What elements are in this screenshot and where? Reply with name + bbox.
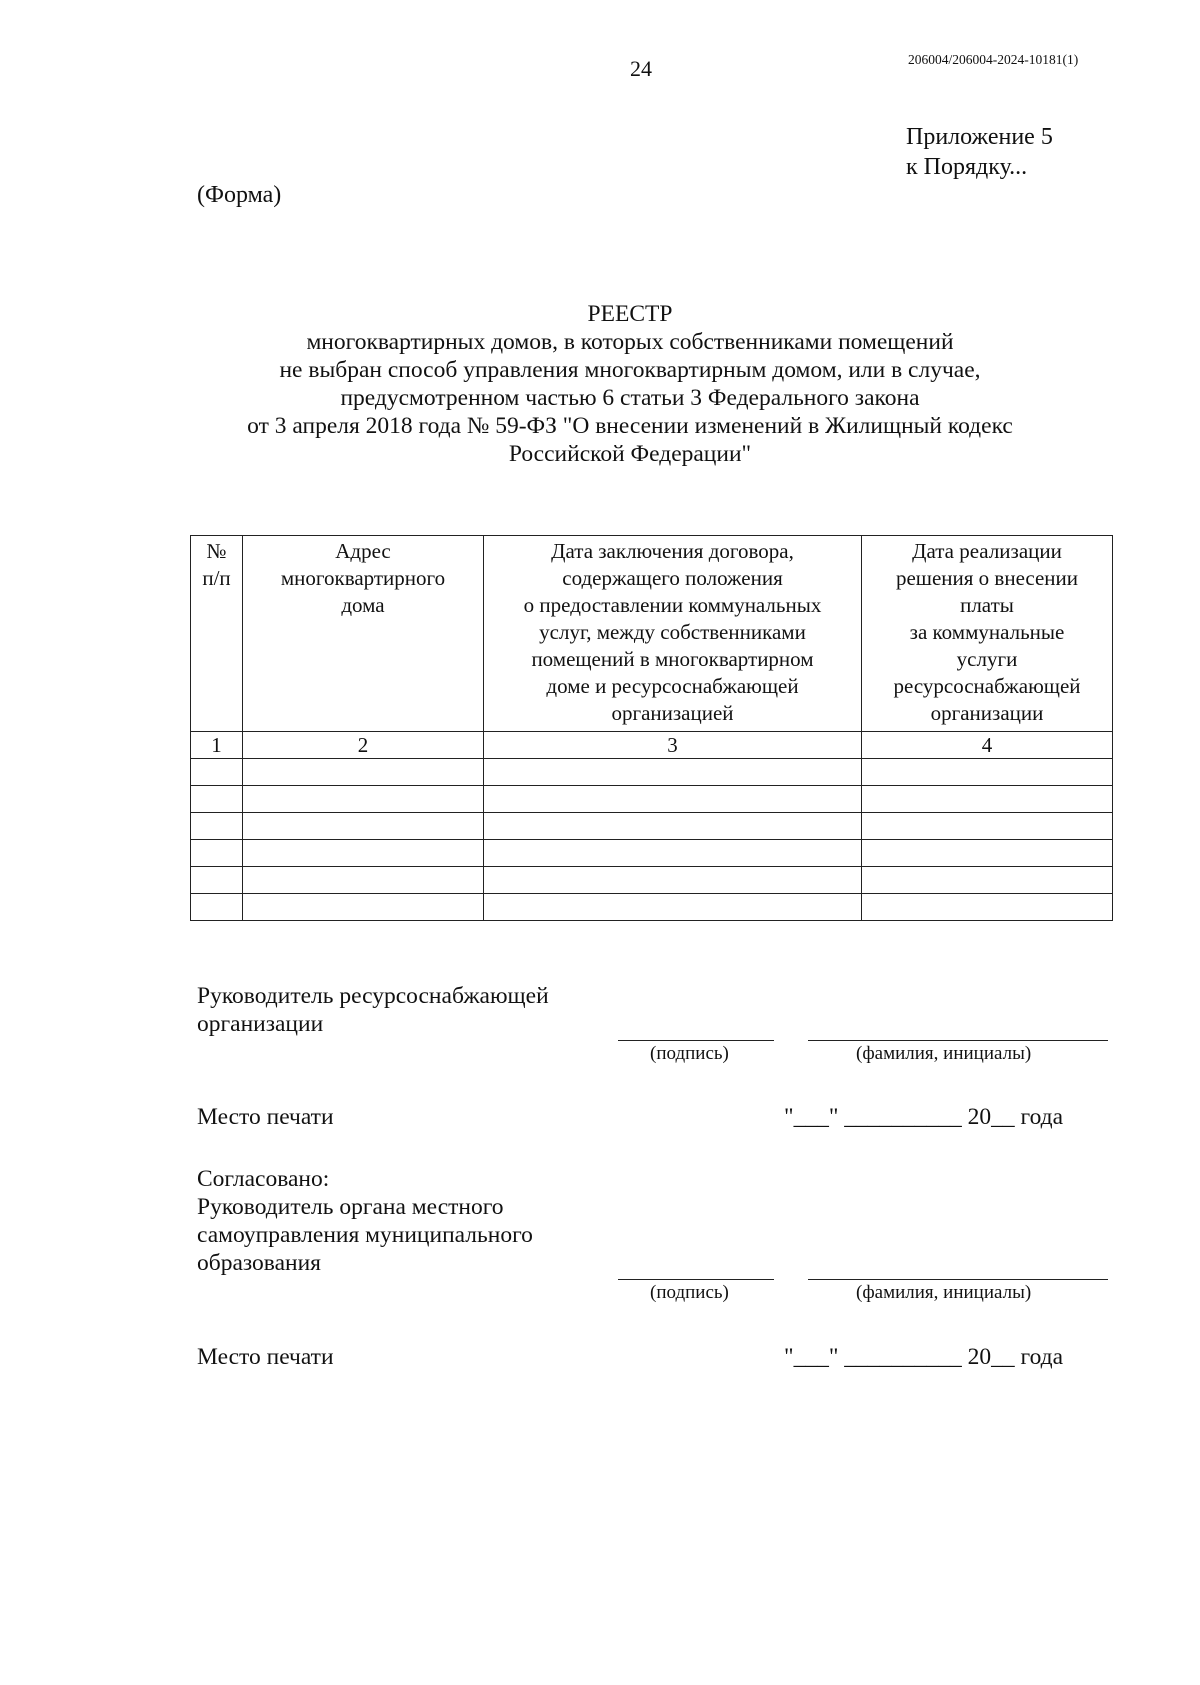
role-line: Руководитель органа местного [197,1194,504,1220]
table-row [191,840,1113,867]
table-row [191,759,1113,786]
column-header-address: Адрес многоквартирного дома [243,536,484,732]
table-cell [191,894,243,921]
table-cell [484,840,862,867]
role-line: образования [197,1250,321,1276]
column-header-contract-date: Дата заключения договора, содержащего положения о предоставлении коммунальных услуг, между собственниками помещений в многоквартирном доме и ресурсоснабжающей организацией [484,536,862,732]
role-line: организации [197,1011,324,1037]
column-number: 2 [243,732,484,759]
table-cell [484,786,862,813]
table-cell [862,786,1113,813]
table-row [191,867,1113,894]
table-cell [862,894,1113,921]
name-line [808,1040,1108,1041]
column-number: 4 [862,732,1113,759]
appendix-line: Приложение 5 [906,124,1053,150]
table-cell [484,813,862,840]
table-cell [243,813,484,840]
appendix-reference [906,122,1053,182]
table-cell [243,894,484,921]
table-header-row [191,536,1113,732]
signatory-role [197,982,549,1038]
name-caption: (фамилия, инициалы) [856,1043,1032,1064]
approver-role [197,1193,533,1277]
stamp-place: Место печати [197,1344,334,1370]
table-cell [484,894,862,921]
table-row [191,786,1113,813]
stamp-place: Место печати [197,1104,334,1130]
title-line: Российской Федерации" [508,441,752,467]
appendix-line: к Порядку... [906,154,1028,180]
table-cell [191,840,243,867]
document-title [170,300,1090,468]
table-cell [484,867,862,894]
column-header-number: № п/п [191,536,243,732]
column-header-payment-date: Дата реализации решения о внесении платы за коммунальные услуги ресурсоснабжающей организации [862,536,1113,732]
table-cell [862,813,1113,840]
document-id: 206004/206004-2024-10181(1) [908,52,1079,67]
table-cell [862,867,1113,894]
signature-line [618,1279,774,1280]
column-number: 3 [484,732,862,759]
registry-table [190,535,1113,921]
table-cell [191,786,243,813]
table-cell [243,786,484,813]
date-field: "___" __________ 20__ года [784,1104,1064,1130]
title-line: многоквартирных домов, в которых собственниками помещений [306,329,954,355]
table-row [191,894,1113,921]
role-line: Руководитель ресурсоснабжающей [197,983,549,1009]
signature-caption: (подпись) [650,1043,729,1064]
approved-label: Согласовано: [197,1166,330,1192]
title-line: не выбран способ управления многоквартирным домом, или в случае, [279,357,981,383]
table-cell [191,867,243,894]
table-cell [191,759,243,786]
signature-caption: (подпись) [650,1282,729,1303]
name-line [808,1279,1108,1280]
page-number: 24 [630,56,652,81]
signature-line [618,1040,774,1041]
table-cell [191,813,243,840]
table-cell [243,867,484,894]
table-cell [862,840,1113,867]
table-row [191,813,1113,840]
role-line: самоуправления муниципального [197,1222,533,1248]
title-line: от 3 апреля 2018 года № 59-ФЗ "О внесении изменений в Жилищный кодекс [247,413,1013,439]
date-field: "___" __________ 20__ года [784,1344,1064,1370]
form-label: (Форма) [197,182,282,208]
title-heading: РЕЕСТР [587,301,673,327]
name-caption: (фамилия, инициалы) [856,1282,1032,1303]
table-cell [243,840,484,867]
column-number-row [191,732,1113,759]
title-line: предусмотренном частью 6 статьи 3 Федерального закона [340,385,920,411]
table-cell [484,759,862,786]
table-cell [862,759,1113,786]
column-number: 1 [191,732,243,759]
table-cell [243,759,484,786]
